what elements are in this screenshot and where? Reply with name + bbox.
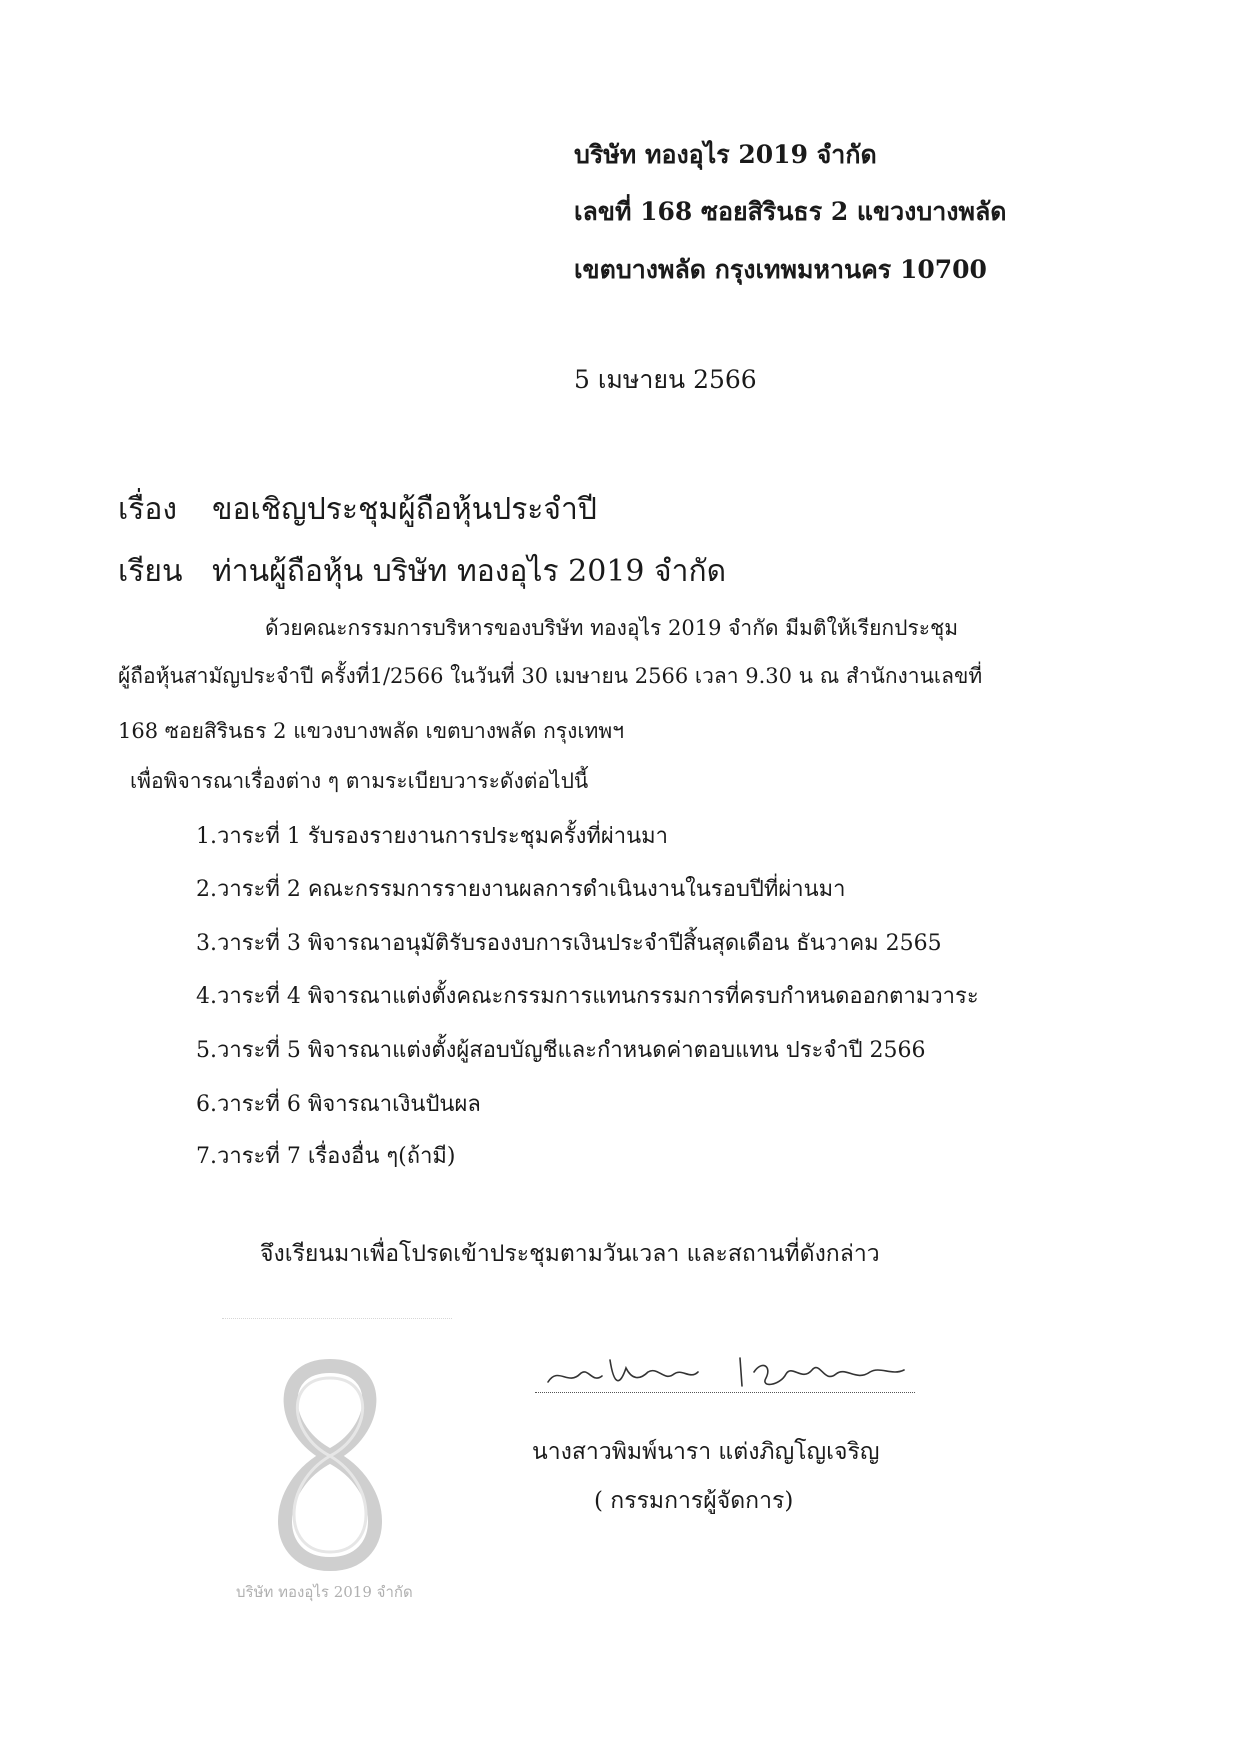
subject-label: เรื่อง	[118, 492, 178, 527]
company-name: บริษัท ทองอุไร 2019 จำกัด	[574, 140, 877, 169]
closing-line: จึงเรียนมาเพื่อโปรดเข้าประชุมตามวันเวลา และสถานที่ดังกล่าว	[260, 1241, 880, 1267]
body-line-2: ผู้ถือหุ้นสามัญประจำปี ครั้งที่1/2566 ในวันที่ 30 เมษายน 2566 เวลา 9.30 น ณ สำนักงานเลขที่	[118, 664, 983, 688]
agenda-item-5: 5.วาระที่ 5 พิจารณาแต่งตั้งผู้สอบบัญชีและกำหนดค่าตอบแทน ประจำปี 2566	[196, 1038, 926, 1063]
body-line-1: ด้วยคณะกรรมการบริหารของบริษัท ทองอุไร 2019 จำกัด มีมติให้เรียกประชุม	[265, 616, 959, 640]
signatory-title: ( กรรมการผู้จัดการ)	[594, 1488, 794, 1514]
agenda-item-4: 4.วาระที่ 4 พิจารณาแต่งตั้งคณะกรรมการแทนกรรมการที่ครบกำหนดออกตามวาระ	[196, 984, 979, 1009]
seal-divider	[222, 1318, 452, 1320]
signature-line	[535, 1392, 915, 1393]
agenda-item-2: 2.วาระที่ 2 คณะกรรมการรายงานผลการดำเนินงานในรอบปีที่ผ่านมา	[196, 877, 846, 902]
address-line-1: เลขที่ 168 ซอยสิรินธร 2 แขวงบางพลัด	[574, 197, 1007, 226]
agenda-item-3: 3.วาระที่ 3 พิจารณาอนุมัติรับรองงบการเงินประจำปีสิ้นสุดเดือน ธันวาคม 2565	[196, 931, 942, 956]
handwritten-signature	[540, 1346, 920, 1396]
recipient-label: เรียน	[118, 554, 183, 589]
address-line-2: เขตบางพลัด กรุงเทพมหานคร 10700	[574, 255, 987, 284]
subject-text: ขอเชิญประชุมผู้ถือหุ้นประจำปี	[212, 492, 597, 527]
letter-date: 5 เมษายน 2566	[574, 365, 757, 394]
seal-loop-bottom	[285, 1456, 375, 1564]
recipient-text: ท่านผู้ถือหุ้น บริษัท ทองอุไร 2019 จำกัด	[212, 554, 727, 589]
body-line-3: 168 ซอยสิรินธร 2 แขวงบางพลัด เขตบางพลัด กรุงเทพฯ	[118, 719, 624, 743]
body-line-4: เพื่อพิจารณาเรื่องต่าง ๆ ตามระเบียบวาระดังต่อไปนี้	[130, 769, 589, 793]
agenda-item-7: 7.วาระที่ 7 เรื่องอื่น ๆ(ถ้ามี)	[196, 1144, 456, 1169]
agenda-item-1: 1.วาระที่ 1 รับรองรายงานการประชุมครั้งที่ผ่านมา	[196, 824, 669, 849]
signatory-name: นางสาวพิมพ์นารา แต่งภิญโญเจริญ	[532, 1439, 880, 1465]
company-seal-logo	[250, 1336, 410, 1576]
seal-caption: บริษัท ทองอุไร 2019 จำกัด	[236, 1583, 413, 1601]
agenda-item-6: 6.วาระที่ 6 พิจารณาเงินปันผล	[196, 1092, 481, 1117]
